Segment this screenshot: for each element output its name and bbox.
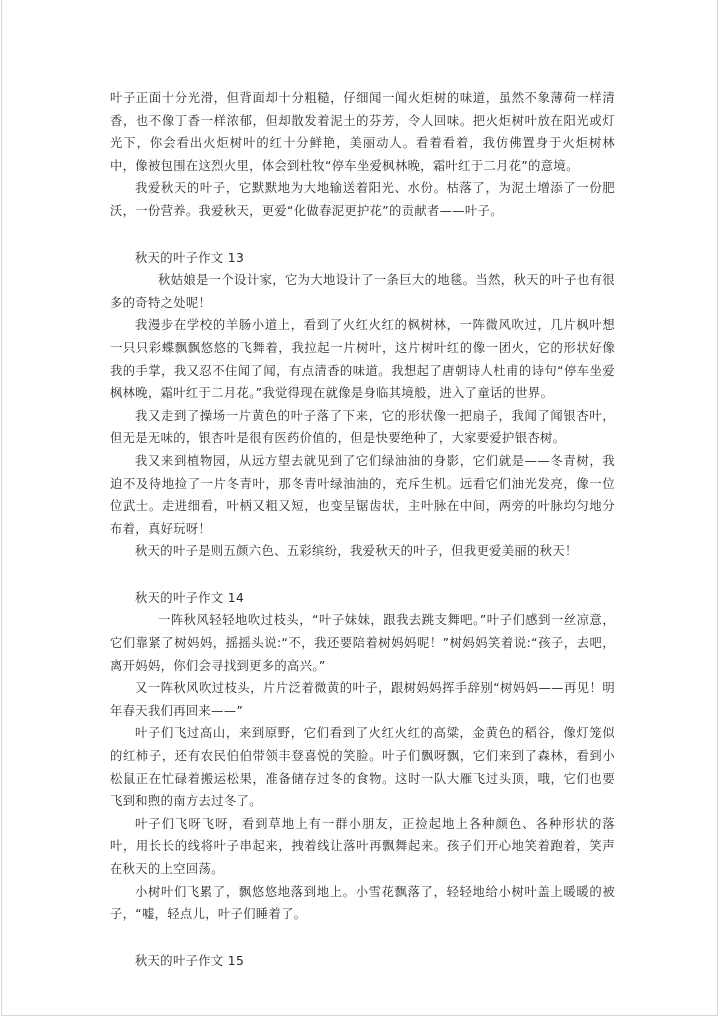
paragraph: 我漫步在学校的羊肠小道上，看到了火红火红的枫树林，一阵微风吹过，几片枫叶想一只只彩蝶飘飘悠悠的飞舞着，我拉起一片树叶，这片树叶红的像一团火，它的形状好像我的手掌，我又忍不住闻了闻，有点清香的味道。我想起了唐朝诗人杜甫的诗句“停车坐爱枫林晚，霜叶红于二月花。”我觉得现在就像是身临其境般，进入了童话的世界。 bbox=[110, 318, 615, 401]
paragraph: 又一阵秋风吹过枝头，片片泛着微黄的叶子，跟树妈妈挥手辞别“树妈妈——再见！明年春天我们再回来——” bbox=[110, 681, 615, 718]
spacer bbox=[110, 223, 615, 247]
section-heading: 秋天的叶子作文 14 bbox=[135, 590, 245, 605]
section-heading: 秋天的叶子作文 13 bbox=[135, 250, 245, 265]
paragraph: 一阵秋风轻轻地吹过枝头，“叶子妹妹，跟我去跳支舞吧。”叶子们感到一丝凉意，它们靠紧了树妈妈，摇摇头说:“不，我还要陪着树妈妈呢！”树妈妈笑着说:“孩子，去吧，离开妈妈，你们会寻找到更多的高兴。” bbox=[110, 613, 615, 673]
paragraph: 秋姑娘是一个设计家，它为大地设计了一条巨大的地毯。当然，秋天的叶子也有很多的奇特之处呢！ bbox=[110, 273, 615, 310]
paragraph: 秋天的叶子是则五颜六色、五彩缤纷，我爱秋天的叶子，但我更爱美丽的秋天！ bbox=[135, 544, 578, 559]
spacer bbox=[110, 926, 615, 950]
section-heading: 秋天的叶子作文 15 bbox=[135, 953, 245, 968]
paragraph: 叶子们飞过高山，来到原野，它们看到了火红火红的高粱，金黄色的稻谷，像灯笼似的红柿子，还有农民伯伯带领丰登喜悦的笑脸。叶子们飘呀飘，它们来到了森林，看到小松鼠正在忙碌着搬运松果，准备储存过冬的食物。这时一队大雁飞过头顶，哦，它们也要飞到和煦的南方去过冬了。 bbox=[110, 726, 615, 809]
paragraph: 叶子们飞呀飞呀，看到草地上有一群小朋友，正捡起地上各种颜色、各种形状的落叶，用长长的线将叶子串起来，拽着线让落叶再飘舞起来。孩子们开心地笑着跑着，笑声在秋天的上空回荡。 bbox=[110, 816, 615, 876]
paragraph: 我爱秋天的叶子，它默默地为大地输送着阳光、水份。枯落了，为泥土增添了一份肥沃，一份营养。我爱秋天，更爱“化做春泥更护花”的贡献者——叶子。 bbox=[110, 181, 615, 218]
spacer bbox=[110, 563, 615, 587]
paragraph: 我又走到了操场一片黄色的叶子落了下来，它的形状像一把扇子，我闻了闻银杏叶，但无是无味的，银杏叶是很有医药价值的，但是快要绝种了，大家要爱护银杏树。 bbox=[110, 408, 615, 446]
document-body bbox=[110, 87, 615, 972]
paragraph: 叶子正面十分光滑，但背面却十分粗糙，仔细闻一闻火炬树的味道，虽然不象薄荷一样清香，也不像丁香一样浓郁，但却散发着泥土的芬芳，令人回味。把火炬树叶放在阳光或灯光下，你会看出火炬树叶的红十分鲜艳，美丽动人。看着看着，我仿佛置身于火炬树林中，像被包围在这烈火里，体会到杜牧“停车坐爱枫林晚，霜叶红于二月花”的意境。 bbox=[110, 91, 615, 173]
paragraph: 小树叶们飞累了，飘悠悠地落到地上。小雪花飘落了，轻轻地给小树叶盖上暖暖的被子，“嘘，轻点儿，叶子们睡着了。 bbox=[110, 884, 615, 922]
paragraph: 我又来到植物园，从远方望去就见到了它们绿油油的身影，它们就是——冬青树，我迫不及待地捡了一片冬青叶，那冬青叶绿油油的，充斥生机。远看它们油光发亮，像一位位武士。走进细看，叶柄又粗又短，也变呈锯齿状，主叶脉在中间，两旁的叶脉均匀地分布着，真好玩呀！ bbox=[110, 453, 615, 536]
